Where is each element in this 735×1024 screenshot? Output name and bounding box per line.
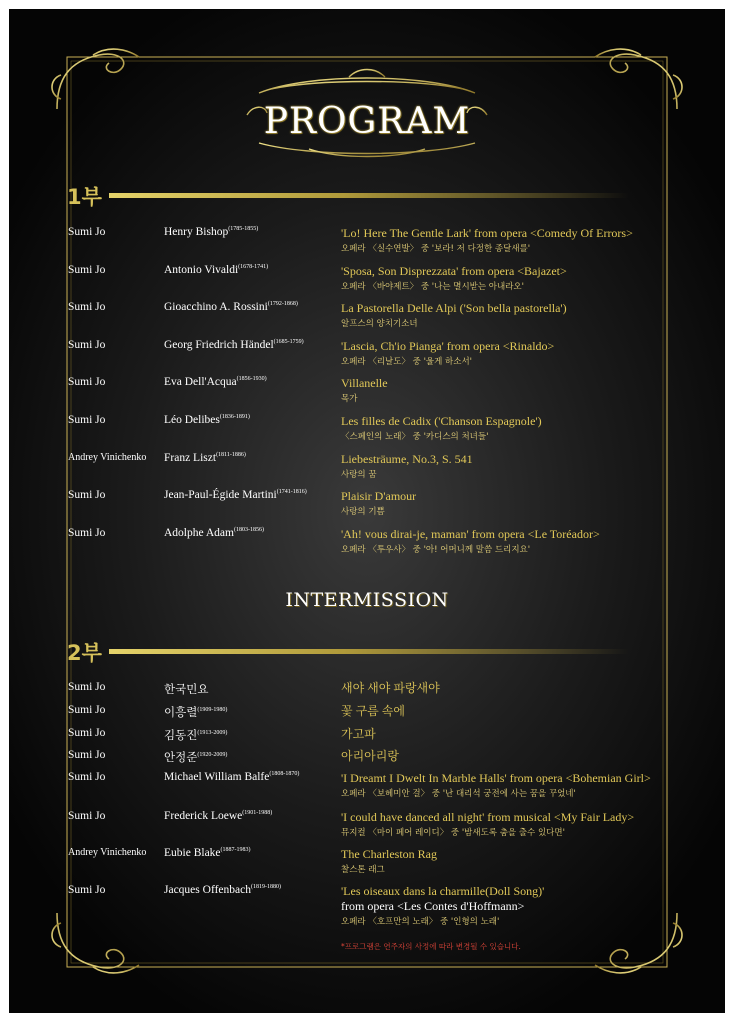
work-title	[341, 681, 440, 696]
page-title: PROGRAM	[263, 101, 471, 142]
work-title	[341, 376, 388, 391]
composer-name: Eubie Blake	[164, 847, 221, 859]
performer-name: Sumi Jo	[68, 226, 106, 238]
work-title-line2: from opera <Les Contes d'Hoffmann>	[341, 899, 525, 913]
work-title-text: 'I Dreamt I Dwelt In Marble Halls' from opera <Bohemian Girl>	[341, 771, 651, 785]
composer-name: Gioacchino A. Rossini	[164, 301, 268, 313]
composer-years: (1856-1930)	[236, 376, 267, 382]
composer-years: (1678-1741)	[238, 264, 269, 270]
composer-cell	[164, 452, 246, 464]
composer-name: 한국민요	[164, 684, 209, 696]
work-title	[341, 264, 567, 279]
work-title-text: 'Lascia, Ch'io Pianga' from opera <Rinaldo>	[341, 339, 555, 353]
performer-name: Sumi Jo	[68, 414, 106, 426]
performer-name: Sumi Jo	[68, 704, 106, 716]
performer-name: Sumi Jo	[68, 681, 106, 693]
composer-name: 이흥렬	[164, 707, 198, 719]
composer-cell	[164, 749, 227, 765]
work-korean-title: 〈스페인의 노래〉 중 '카디스의 처녀들'	[341, 432, 489, 442]
composer-years: (1909-1980)	[197, 707, 228, 713]
performer-name: Sumi Jo	[68, 339, 106, 351]
work-korean-title: 사랑의 꿈	[341, 470, 377, 480]
composer-name: Léo Delibes	[164, 414, 220, 426]
work-title	[341, 452, 473, 467]
performer-name: Andrey Vinichenko	[68, 452, 147, 463]
composer-cell	[164, 301, 298, 313]
performer-name: Sumi Jo	[68, 301, 106, 313]
composer-name: Jacques Offenbach	[164, 884, 251, 896]
work-title-text: 아리아리랑	[341, 749, 399, 763]
work-title	[341, 810, 634, 825]
composer-years: (1803-1856)	[233, 527, 264, 533]
work-title	[341, 749, 399, 764]
composer-name: Georg Friedrich Händel	[164, 339, 274, 351]
composer-name: Eva Dell'Acqua	[164, 376, 237, 388]
work-title-text: Les filles de Cadix ('Chanson Espagnole')	[341, 414, 542, 428]
composer-cell	[164, 226, 258, 238]
work-korean-title: 오페라 〈호프만의 노래〉 중 '인형의 노래'	[341, 917, 500, 927]
composer-cell	[164, 339, 304, 351]
work-title	[341, 226, 633, 241]
composer-cell	[164, 847, 251, 859]
performer-name: Sumi Jo	[68, 376, 106, 388]
composer-years: (1887-1983)	[220, 847, 251, 853]
composer-cell	[164, 810, 272, 822]
work-korean-title: 알프스의 양치기소녀	[341, 319, 418, 329]
work-title	[341, 727, 376, 742]
composer-years: (1785-1855)	[228, 226, 259, 232]
part1-header	[67, 181, 627, 211]
corner-ornament-icon	[52, 49, 139, 109]
work-title-text: 'Lo! Here The Gentle Lark' from opera <Comedy Of Errors>	[341, 226, 633, 240]
work-title-text: 'Sposa, Son Disprezzata' from opera <Bajazet>	[341, 264, 567, 278]
composer-years: (1792-1868)	[267, 301, 298, 307]
work-korean-title: 오페라 〈리날도〉 중 '울게 하소서'	[341, 357, 473, 367]
work-korean-title: 오페라 〈바야제트〉 중 '나는 멸시받는 아내라오'	[341, 282, 524, 292]
performer-name: Sumi Jo	[68, 727, 106, 739]
performer-name: Sumi Jo	[68, 810, 106, 822]
composer-cell	[164, 376, 267, 388]
work-korean-title: 목가	[341, 394, 358, 404]
work-title-text: Liebesträume, No.3, S. 541	[341, 452, 473, 466]
work-title-text: 'Les oiseaux dans la charmille(Doll Song)'	[341, 884, 545, 898]
work-title	[341, 301, 567, 316]
work-title	[341, 884, 544, 914]
work-korean-title: 오페라 〈투우사〉 중 '아! 어머니께 말씀 드리지요'	[341, 545, 531, 555]
composer-years: (1920-2009)	[197, 752, 228, 758]
work-title-text: 꽃 구름 속에	[341, 704, 405, 718]
composer-years: (1808-1870)	[269, 771, 300, 777]
program-change-note: *프로그램은 연주자의 사정에 따라 변경될 수 있습니다.	[341, 942, 521, 951]
composer-years: (1741-1816)	[276, 489, 307, 495]
part1-label: 1부	[67, 185, 102, 209]
performer-name: Sumi Jo	[68, 489, 106, 501]
composer-name: Jean-Paul-Égide Martini	[164, 489, 277, 501]
performer-name: Sumi Jo	[68, 264, 106, 276]
part2-label: 2부	[67, 641, 102, 665]
work-korean-title: 오페라 〈실수연발〉 중 '보라! 저 다정한 종달새를'	[341, 244, 531, 254]
performer-name: Andrey Vinichenko	[68, 847, 147, 858]
composer-years: (1836-1891)	[219, 414, 250, 420]
work-title	[341, 771, 651, 786]
composer-name: Michael William Balfe	[164, 771, 270, 783]
intermission-heading: INTERMISSION	[285, 589, 449, 611]
composer-cell	[164, 727, 227, 743]
work-title	[341, 489, 416, 504]
composer-name: Antonio Vivaldi	[164, 264, 239, 276]
composer-cell	[164, 489, 307, 501]
work-title-text: 새야 새야 파랑새야	[341, 681, 440, 695]
composer-years: (1901-1988)	[242, 810, 273, 816]
composer-name: 김동진	[164, 730, 198, 742]
composer-years: (1819-1880)	[250, 884, 281, 890]
work-title-text: La Pastorella Delle Alpi ('Son bella pastorella')	[341, 301, 567, 315]
part2-header	[67, 637, 627, 667]
part1-divider	[109, 193, 629, 198]
composer-name: Frederick Loewe	[164, 810, 243, 822]
composer-name: 안정준	[164, 752, 198, 764]
composer-cell	[164, 681, 208, 697]
work-title	[341, 414, 542, 429]
program-poster	[9, 9, 725, 1013]
composer-years: (1685-1759)	[273, 339, 304, 345]
part2-divider	[109, 649, 629, 654]
work-korean-title: 사랑의 기쁨	[341, 507, 385, 517]
work-title-text: 'I could have danced all night' from musical <My Fair Lady>	[341, 810, 635, 824]
performer-name: Sumi Jo	[68, 527, 106, 539]
composer-cell	[164, 264, 268, 276]
work-title	[341, 704, 405, 719]
composer-name: Franz Liszt	[164, 452, 217, 464]
work-title	[341, 847, 437, 862]
composer-name: Henry Bishop	[164, 226, 229, 238]
work-title	[341, 339, 554, 354]
composer-cell	[164, 704, 227, 720]
work-title-text: Plaisir D'amour	[341, 489, 417, 503]
work-title-text: 'Ah! vous dirai-je, maman' from opera <Le Toréador>	[341, 527, 600, 541]
composer-cell	[164, 771, 299, 783]
work-korean-title: 오페라 〈보헤미안 걸〉 중 '난 대리석 궁전에 사는 꿈을 꾸었네'	[341, 789, 576, 799]
composer-name: Adolphe Adam	[164, 527, 234, 539]
performer-name: Sumi Jo	[68, 771, 106, 783]
composer-years: (1811-1886)	[216, 452, 246, 458]
composer-cell	[164, 884, 281, 896]
work-title	[341, 527, 600, 542]
work-korean-title: 뮤지컬 〈마이 페어 레이디〉 중 '밤새도록 춤을 출수 있다면'	[341, 828, 565, 838]
performer-name: Sumi Jo	[68, 884, 106, 896]
work-korean-title: 찰스톤 래그	[341, 865, 385, 875]
performer-name: Sumi Jo	[68, 749, 106, 761]
work-title-text: Villanelle	[341, 376, 388, 390]
composer-cell	[164, 414, 250, 426]
work-title-text: 가고파	[341, 727, 376, 741]
work-title-text: The Charleston Rag	[341, 847, 437, 861]
composer-years: (1913-2009)	[197, 730, 228, 736]
composer-cell	[164, 527, 264, 539]
